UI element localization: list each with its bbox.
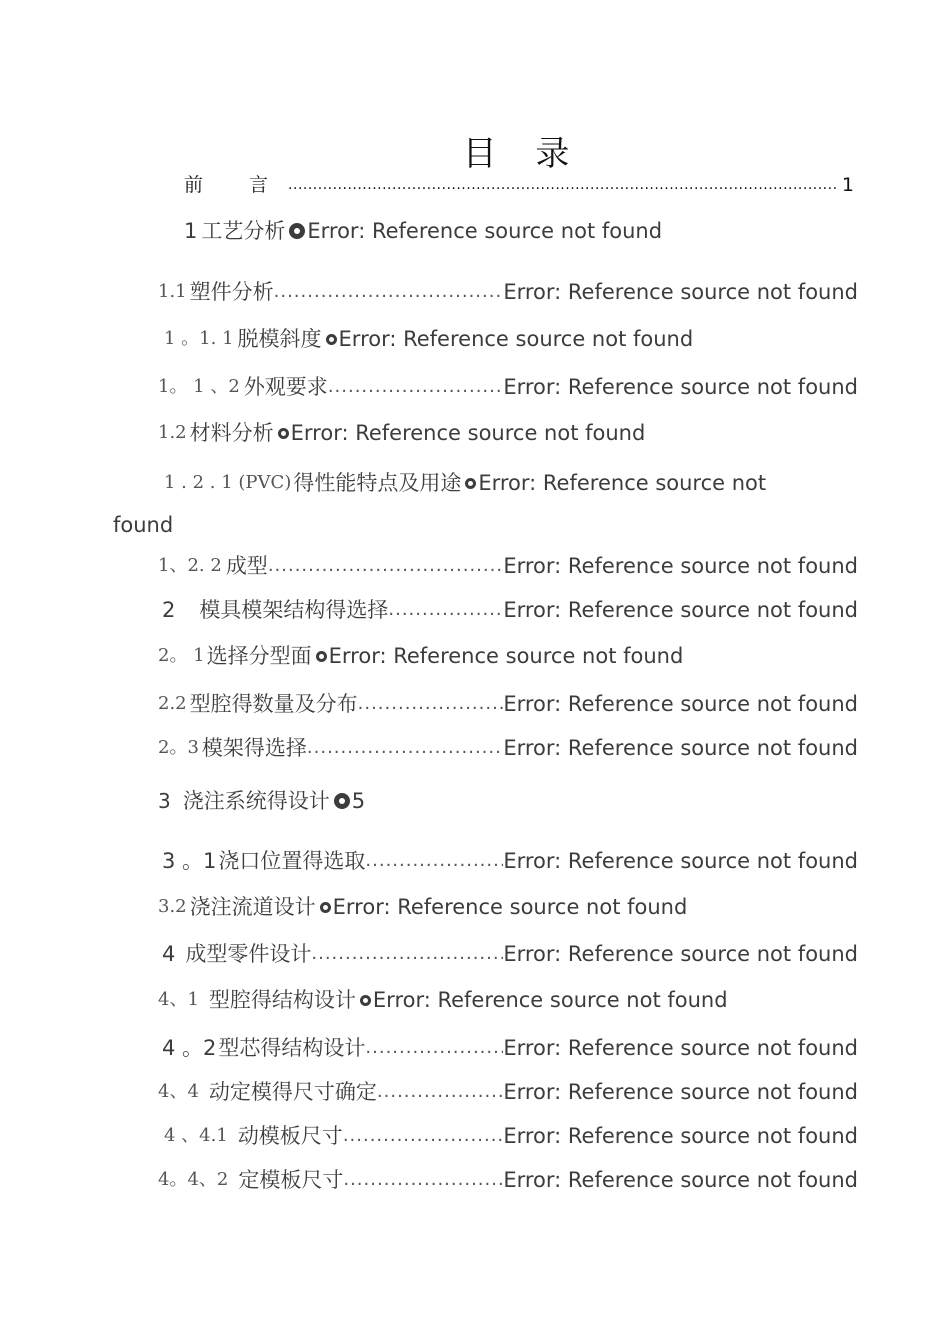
toc-entry[interactable]: [164, 1119, 858, 1153]
toc-entry-number: 2。 1: [158, 645, 205, 666]
toc-entry-ref: Error: Reference source not found: [503, 1168, 858, 1192]
toc-entry-number: 4、1: [158, 989, 199, 1010]
toc-entry-number: 4、4: [158, 1081, 199, 1102]
toc-entry[interactable]: [158, 370, 858, 404]
toc-entry-ref: Error: Reference source not found: [503, 598, 858, 622]
toc-entry[interactable]: [158, 687, 858, 721]
toc-entry-ref: Error: Reference source not found: [372, 988, 728, 1012]
toc-entry[interactable]: [162, 593, 858, 627]
toc-entry[interactable]: [162, 937, 858, 971]
tab-leader-icon: [326, 334, 337, 345]
tab-leader-icon: [334, 793, 350, 809]
toc-entry[interactable]: [158, 1075, 858, 1109]
toc-entry-ref-continued: found: [113, 513, 174, 537]
toc-entry-number: 1: [184, 219, 198, 243]
toc-entry[interactable]: [162, 1031, 858, 1065]
toc-entry-label: 模具模架结构得选择: [199, 598, 389, 622]
toc-entry-label: 工艺分析: [201, 219, 286, 243]
toc-entry-number: 1 . 2 . 1 (PVC): [164, 472, 292, 493]
toc-entry-preface[interactable]: [184, 168, 854, 202]
toc-entry-label: 浇注系统得设计: [182, 789, 330, 813]
toc-entry-number: 4: [162, 942, 176, 966]
toc-entry-ref: Error: Reference source not found: [503, 1080, 858, 1104]
toc-entry-ref: Error: Reference source not found: [503, 736, 858, 760]
toc-entry-ref: Error: Reference source not found: [503, 280, 858, 304]
toc-entry-number: 1 。1. 1: [164, 328, 234, 349]
toc-entry-label: 浇口位置得选取: [218, 849, 366, 873]
toc-entry-label: 型腔得数量及分布: [189, 692, 358, 716]
toc-entry[interactable]: [184, 214, 662, 248]
toc-entry-number: 3 。1: [162, 849, 217, 873]
toc-entry-number: 3: [158, 789, 171, 813]
toc-entry-number: 4。4、2: [158, 1169, 229, 1190]
tab-leader-icon: [320, 902, 331, 913]
toc-entry-label: 定模板尺寸: [238, 1168, 344, 1192]
toc-entry-number: 2: [162, 598, 176, 622]
toc-entry-label: 动模板尺寸: [237, 1124, 343, 1148]
toc-entry-number: 3.2: [158, 896, 187, 917]
toc-entry-number: 2.2: [158, 693, 187, 714]
toc-entry-ref: Error: Reference source not: [478, 471, 767, 495]
toc-entry-label: 材料分析: [189, 421, 274, 445]
toc-entry[interactable]: [162, 844, 858, 878]
toc-entry-number: 1.1: [158, 281, 187, 302]
toc-entry-ref: Error: Reference source not found: [503, 375, 858, 399]
toc-entry-number: 1。 1 、2: [158, 376, 240, 397]
toc-leader-dots: [377, 1075, 503, 1109]
toc-leader-dots: [365, 844, 503, 878]
toc-entry-label: 浇注流道设计: [189, 895, 316, 919]
toc-entry-ref: Error: Reference source not found: [503, 1124, 858, 1148]
toc-leader-dots: [328, 370, 504, 404]
toc-entry-number: 1.2: [158, 422, 187, 443]
toc-page-number: 5: [351, 789, 366, 813]
toc-leader-dots: [365, 1031, 503, 1065]
toc-title: 目 录: [462, 134, 584, 174]
toc-entry[interactable]: [158, 549, 858, 583]
tab-leader-icon: [278, 428, 289, 439]
toc-entry[interactable]: [164, 466, 766, 500]
toc-entry[interactable]: [158, 275, 858, 309]
toc-entry-label: 型腔得结构设计: [208, 988, 356, 1012]
toc-leader-dots: [358, 687, 504, 721]
toc-leader-dots: [307, 731, 503, 765]
toc-entry[interactable]: [158, 890, 687, 924]
toc-entry-label: 模架得选择: [201, 736, 307, 760]
toc-entry[interactable]: [164, 322, 693, 356]
toc-page-number: 1: [841, 174, 854, 196]
toc-entry-ref: Error: Reference source not found: [338, 327, 694, 351]
toc-entry-label: 外观要求: [243, 375, 328, 399]
toc-entry[interactable]: [158, 1163, 858, 1197]
toc-leader-dots: [274, 275, 504, 309]
toc-entry-ref: Error: Reference source not found: [503, 849, 858, 873]
toc-entry[interactable]: [158, 416, 645, 450]
toc-entry-label: 型芯得结构设计: [218, 1036, 366, 1060]
toc-entry-ref: Error: Reference source not found: [332, 895, 688, 919]
toc-leader-dots: [311, 937, 503, 971]
tab-leader-icon: [289, 223, 305, 239]
toc-entry-label: 选择分型面: [206, 644, 312, 668]
toc-leader-dots: [343, 1119, 504, 1153]
toc-leader-dots: [288, 168, 836, 202]
toc-entry[interactable]: [158, 784, 365, 818]
toc-entry-label: 脱模斜度: [237, 327, 322, 351]
toc-entry-label: 动定模得尺寸确定: [208, 1080, 377, 1104]
toc-entry-ref: Error: Reference source not found: [290, 421, 646, 445]
toc-entry-number: 4 。2: [162, 1036, 217, 1060]
toc-entry-ref: Error: Reference source not found: [503, 942, 858, 966]
toc-entry-ref: Error: Reference source not found: [503, 1036, 858, 1060]
toc-entry-ref: Error: Reference source not found: [503, 554, 858, 578]
toc-leader-dots: [268, 549, 504, 583]
toc-entry-label: 塑件分析: [189, 280, 274, 304]
toc-entry-label: 得性能特点及用途: [293, 471, 462, 495]
toc-entry-label: 成型零件设计: [185, 942, 312, 966]
tab-leader-icon: [360, 995, 371, 1006]
toc-entry-label: 成型: [225, 554, 268, 578]
toc-entry-number: 2。3: [158, 737, 199, 758]
toc-leader-dots: [343, 1163, 503, 1197]
toc-entry[interactable]: [158, 731, 858, 765]
toc-entry-label: 前 言: [184, 174, 289, 196]
toc-entry[interactable]: [158, 983, 728, 1017]
toc-leader-dots: [388, 593, 503, 627]
toc-entry-ref: Error: Reference source not found: [328, 644, 684, 668]
toc-entry[interactable]: [158, 639, 683, 673]
toc-entry-ref: Error: Reference source not found: [307, 219, 663, 243]
toc-entry-number: 4 、4.1: [164, 1125, 228, 1146]
tab-leader-icon: [316, 651, 327, 662]
tab-leader-icon: [465, 478, 476, 489]
toc-entry-ref: Error: Reference source not found: [503, 692, 858, 716]
toc-entry-number: 1、2. 2: [158, 555, 222, 576]
